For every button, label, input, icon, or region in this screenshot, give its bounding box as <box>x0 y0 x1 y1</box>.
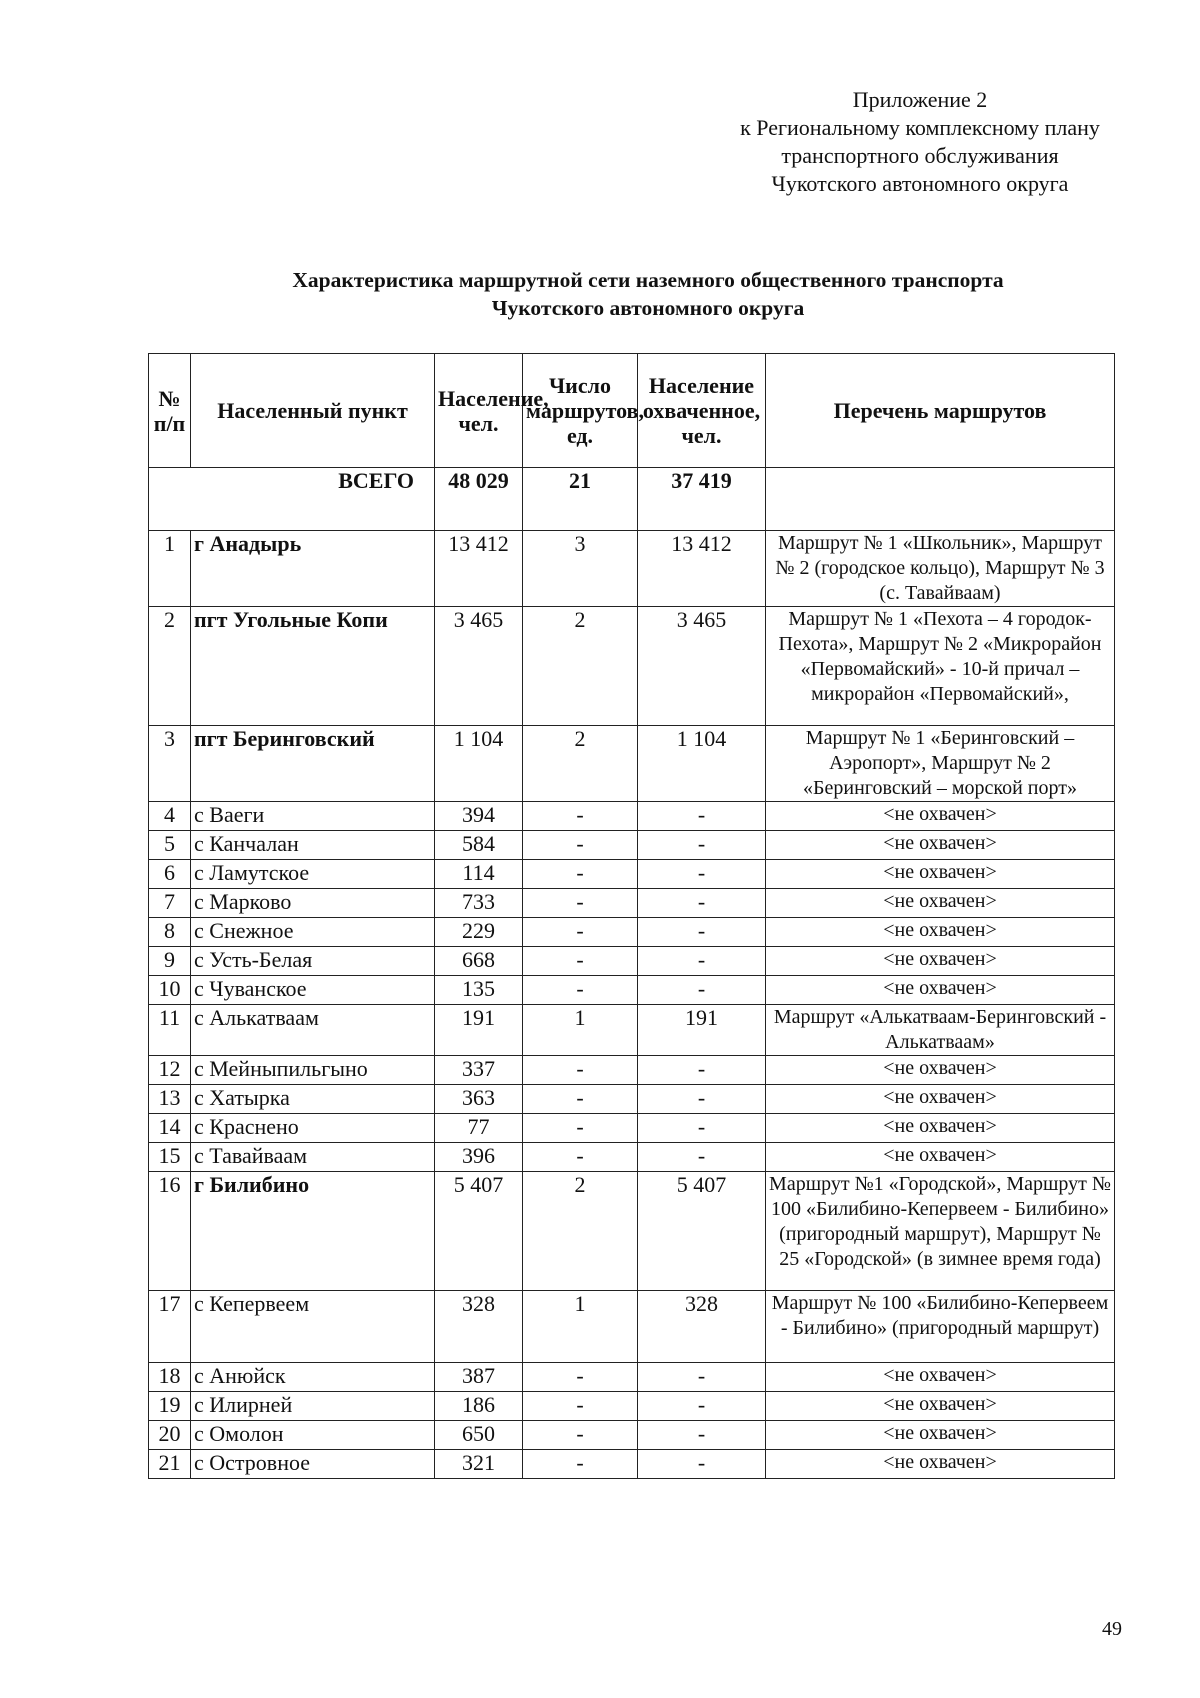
row-routes-count: - <box>523 1450 638 1479</box>
table-row <box>149 1363 1115 1392</box>
row-num: 3 <box>149 726 191 802</box>
row-routes-count: - <box>523 1114 638 1143</box>
header-row <box>149 354 1115 468</box>
row-population: 321 <box>435 1450 523 1479</box>
total-row <box>149 468 1115 531</box>
row-num: 20 <box>149 1421 191 1450</box>
table-row <box>149 1291 1115 1363</box>
row-num: 16 <box>149 1172 191 1291</box>
table-row <box>149 1114 1115 1143</box>
row-place: с Краснено <box>191 1114 435 1143</box>
row-routes-list: <не охвачен> <box>766 1085 1115 1114</box>
row-routes-list: <не охвачен> <box>766 1392 1115 1421</box>
row-routes-list: <не охвачен> <box>766 918 1115 947</box>
row-routes-list: <не охвачен> <box>766 1114 1115 1143</box>
row-population: 1 104 <box>435 726 523 802</box>
row-population: 135 <box>435 976 523 1005</box>
row-routes-count: 2 <box>523 726 638 802</box>
row-routes-count: - <box>523 1392 638 1421</box>
total-covered: 37 419 <box>638 468 766 531</box>
header-routes-list: Перечень маршрутов <box>766 354 1115 468</box>
row-routes-count: 3 <box>523 531 638 607</box>
row-num: 6 <box>149 860 191 889</box>
row-place: пгт Угольные Копи <box>191 607 435 726</box>
row-num: 10 <box>149 976 191 1005</box>
row-routes-count: 2 <box>523 1172 638 1291</box>
row-population: 733 <box>435 889 523 918</box>
row-covered: - <box>638 1450 766 1479</box>
row-covered: - <box>638 947 766 976</box>
row-routes-list: Маршрут «Алькатваам-Беринговский - Алькатваам» <box>766 1005 1115 1056</box>
row-population: 229 <box>435 918 523 947</box>
row-population: 584 <box>435 831 523 860</box>
row-routes-count: - <box>523 976 638 1005</box>
header-place: Населенный пункт <box>191 354 435 468</box>
row-num: 4 <box>149 802 191 831</box>
table-row <box>149 1143 1115 1172</box>
row-covered: 1 104 <box>638 726 766 802</box>
row-covered: - <box>638 1392 766 1421</box>
row-place: г Анадырь <box>191 531 435 607</box>
row-routes-list: Маршрут № 1 «Беринговский – Аэропорт», Маршрут № 2 «Беринговский – морской порт» <box>766 726 1115 802</box>
appendix-line: Чукотского автономного округа <box>771 171 1069 196</box>
header-covered: Население охваченное, чел. <box>638 354 766 468</box>
row-routes-list: Маршрут № 1 «Пехота – 4 городок-Пехота», Маршрут № 2 «Микрорайон «Первомайский» - 10-й причал – микрорайон «Первомайский», <box>766 607 1115 726</box>
table-row <box>149 1421 1115 1450</box>
row-routes-count: - <box>523 860 638 889</box>
row-place: с Островное <box>191 1450 435 1479</box>
row-covered: 13 412 <box>638 531 766 607</box>
row-routes-count: - <box>523 889 638 918</box>
row-num: 15 <box>149 1143 191 1172</box>
row-place: с Анюйск <box>191 1363 435 1392</box>
row-num: 1 <box>149 531 191 607</box>
row-covered: - <box>638 802 766 831</box>
row-population: 668 <box>435 947 523 976</box>
total-population: 48 029 <box>435 468 523 531</box>
row-routes-list: <не охвачен> <box>766 976 1115 1005</box>
row-population: 191 <box>435 1005 523 1056</box>
row-place: с Алькатваам <box>191 1005 435 1056</box>
row-routes-count: - <box>523 1056 638 1085</box>
row-population: 186 <box>435 1392 523 1421</box>
table-row <box>149 1172 1115 1291</box>
row-routes-list: <не охвачен> <box>766 1056 1115 1085</box>
total-label: ВСЕГО <box>149 468 435 531</box>
document-title <box>148 266 1148 322</box>
row-population: 3 465 <box>435 607 523 726</box>
row-num: 11 <box>149 1005 191 1056</box>
row-routes-list: Маршрут №1 «Городской», Маршрут № 100 «Билибино-Кепервеем - Билибино» (пригородный маршрут), Маршрут № 25 «Городской» (в зимнее время года) <box>766 1172 1115 1291</box>
row-num: 9 <box>149 947 191 976</box>
table-row <box>149 1005 1115 1056</box>
row-routes-list: <не охвачен> <box>766 889 1115 918</box>
row-population: 13 412 <box>435 531 523 607</box>
row-routes-list: <не охвачен> <box>766 1450 1115 1479</box>
row-covered: - <box>638 1085 766 1114</box>
row-covered: - <box>638 860 766 889</box>
row-routes-count: - <box>523 947 638 976</box>
table-row <box>149 1392 1115 1421</box>
header-num: № п/п <box>149 354 191 468</box>
row-place: с Чуванское <box>191 976 435 1005</box>
row-num: 7 <box>149 889 191 918</box>
row-routes-count: - <box>523 831 638 860</box>
row-num: 8 <box>149 918 191 947</box>
table-row <box>149 947 1115 976</box>
row-routes-count: - <box>523 1421 638 1450</box>
row-routes-list: Маршрут № 100 «Билибино-Кепервеем - Билибино» (пригородный маршрут) <box>766 1291 1115 1363</box>
row-routes-count: - <box>523 1085 638 1114</box>
row-covered: - <box>638 918 766 947</box>
row-routes-list: <не охвачен> <box>766 947 1115 976</box>
table-row <box>149 889 1115 918</box>
row-place: с Хатырка <box>191 1085 435 1114</box>
row-population: 650 <box>435 1421 523 1450</box>
row-routes-list: <не охвачен> <box>766 1143 1115 1172</box>
row-covered: 328 <box>638 1291 766 1363</box>
row-covered: - <box>638 1363 766 1392</box>
table-row <box>149 1450 1115 1479</box>
table-row <box>149 918 1115 947</box>
header-population: Население, чел. <box>435 354 523 468</box>
table-row <box>149 802 1115 831</box>
row-population: 337 <box>435 1056 523 1085</box>
total-routes-list <box>766 468 1115 531</box>
row-routes-count: 1 <box>523 1005 638 1056</box>
row-place: с Марково <box>191 889 435 918</box>
title-line: Характеристика маршрутной сети наземного общественного транспорта <box>292 268 1004 292</box>
appendix-header <box>680 86 1160 198</box>
row-routes-count: 1 <box>523 1291 638 1363</box>
total-routes-count: 21 <box>523 468 638 531</box>
row-routes-list: <не охвачен> <box>766 802 1115 831</box>
row-population: 328 <box>435 1291 523 1363</box>
row-routes-list: <не охвачен> <box>766 1363 1115 1392</box>
row-routes-count: - <box>523 1363 638 1392</box>
row-place: с Омолон <box>191 1421 435 1450</box>
row-num: 13 <box>149 1085 191 1114</box>
row-place: с Снежное <box>191 918 435 947</box>
row-routes-count: 2 <box>523 607 638 726</box>
row-place: с Ваеги <box>191 802 435 831</box>
row-covered: 3 465 <box>638 607 766 726</box>
table-row <box>149 831 1115 860</box>
row-num: 5 <box>149 831 191 860</box>
row-covered: - <box>638 1114 766 1143</box>
page-number: 49 <box>1102 1618 1122 1640</box>
row-place: с Мейныпильгыно <box>191 1056 435 1085</box>
row-place: г Билибино <box>191 1172 435 1291</box>
row-population: 396 <box>435 1143 523 1172</box>
row-routes-list: <не охвачен> <box>766 860 1115 889</box>
row-place: с Усть-Белая <box>191 947 435 976</box>
row-routes-count: - <box>523 918 638 947</box>
header-routes-count: Число маршрутов, ед. <box>523 354 638 468</box>
table-row <box>149 860 1115 889</box>
row-population: 77 <box>435 1114 523 1143</box>
routes-table <box>148 353 1115 1479</box>
row-covered: 191 <box>638 1005 766 1056</box>
table-row <box>149 607 1115 726</box>
row-place: с Тавайваам <box>191 1143 435 1172</box>
row-num: 21 <box>149 1450 191 1479</box>
row-covered: - <box>638 1143 766 1172</box>
row-covered: - <box>638 976 766 1005</box>
row-covered: 5 407 <box>638 1172 766 1291</box>
title-line: Чукотского автономного округа <box>491 296 805 320</box>
row-routes-count: - <box>523 802 638 831</box>
row-population: 387 <box>435 1363 523 1392</box>
table-row <box>149 726 1115 802</box>
row-place: с Кепервеем <box>191 1291 435 1363</box>
row-routes-count: - <box>523 1143 638 1172</box>
row-population: 394 <box>435 802 523 831</box>
table-row <box>149 976 1115 1005</box>
row-num: 19 <box>149 1392 191 1421</box>
row-num: 18 <box>149 1363 191 1392</box>
row-routes-list: <не охвачен> <box>766 1421 1115 1450</box>
row-population: 114 <box>435 860 523 889</box>
row-covered: - <box>638 1056 766 1085</box>
row-place: пгт Беринговский <box>191 726 435 802</box>
row-population: 363 <box>435 1085 523 1114</box>
row-place: с Канчалан <box>191 831 435 860</box>
row-routes-list: <не охвачен> <box>766 831 1115 860</box>
row-num: 12 <box>149 1056 191 1085</box>
table-row <box>149 1056 1115 1085</box>
row-place: с Илирней <box>191 1392 435 1421</box>
table-row <box>149 531 1115 607</box>
row-routes-list: Маршрут № 1 «Школьник», Маршрут № 2 (городское кольцо), Маршрут № 3 (с. Тавайваам) <box>766 531 1115 607</box>
row-num: 2 <box>149 607 191 726</box>
row-place: с Ламутское <box>191 860 435 889</box>
row-covered: - <box>638 889 766 918</box>
row-num: 14 <box>149 1114 191 1143</box>
appendix-line: транспортного обслуживания <box>781 143 1059 168</box>
row-covered: - <box>638 831 766 860</box>
appendix-line: к Региональному комплексному плану <box>740 115 1100 140</box>
row-covered: - <box>638 1421 766 1450</box>
appendix-line: Приложение 2 <box>852 87 988 112</box>
table-row <box>149 1085 1115 1114</box>
row-population: 5 407 <box>435 1172 523 1291</box>
row-num: 17 <box>149 1291 191 1363</box>
